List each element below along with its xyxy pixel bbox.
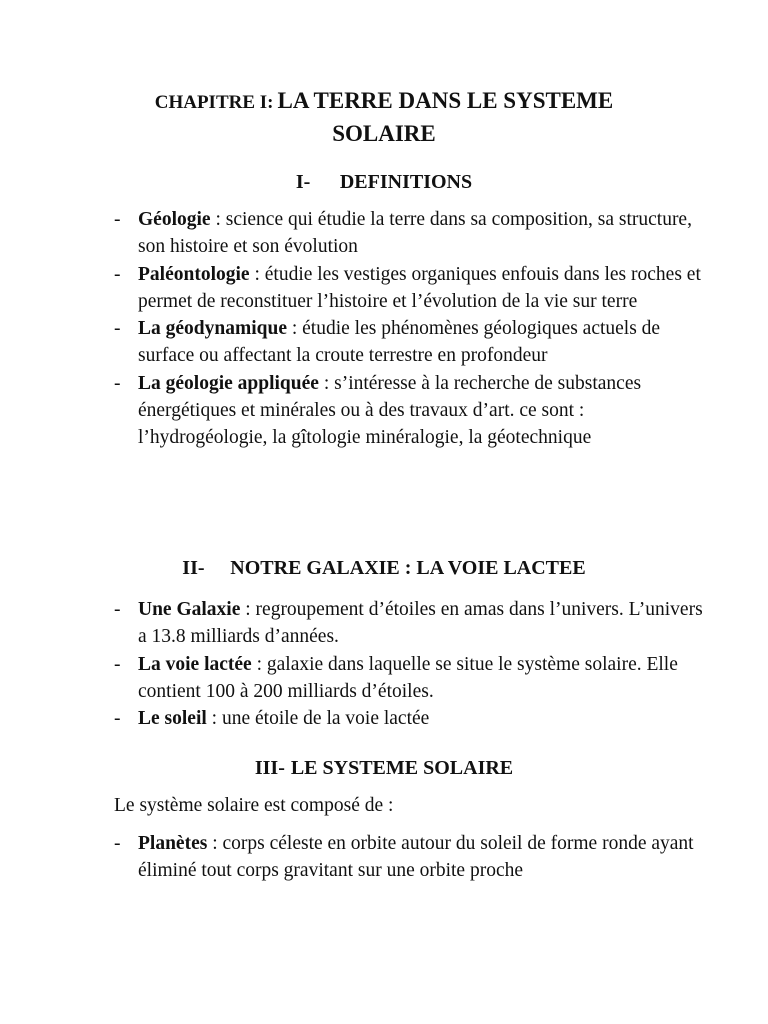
list-item bbox=[114, 651, 714, 706]
item-term: La géodynamique bbox=[138, 318, 287, 340]
list-item bbox=[114, 370, 714, 452]
item-text: : science qui étudie la terre dans sa composition, sa structure, son histoire et son évolution bbox=[138, 209, 692, 258]
bullet-dash: - bbox=[114, 263, 121, 285]
chapter-title-line2: SOLAIRE bbox=[332, 121, 436, 146]
item-text: : corps céleste en orbite autour du soleil de forme ronde ayant éliminé tout corps gravitant sur une orbite proche bbox=[138, 833, 694, 882]
item-term: Le soleil bbox=[138, 708, 207, 730]
item-text: : galaxie dans laquelle se situe le système solaire. Elle contient 100 à 200 milliards d’étoiles. bbox=[138, 653, 678, 702]
bullet-dash: - bbox=[114, 209, 121, 230]
chapter-title-line1: LA TERRE DANS LE SYSTEME bbox=[277, 88, 614, 113]
section-number: I- bbox=[295, 171, 311, 193]
item-text: : une étoile de la voie lactée bbox=[206, 708, 430, 730]
galaxie-list bbox=[114, 596, 714, 732]
definitions-list bbox=[114, 206, 714, 452]
section-heading-galaxie bbox=[0, 556, 768, 580]
item-text: : étudie les vestiges organiques enfouis dans les roches et permet de reconstituer l’histoire et l’évolution de la vie sur terre bbox=[138, 263, 701, 312]
list-item bbox=[114, 206, 714, 261]
list-item bbox=[114, 261, 714, 316]
section-title: LE SYSTEME SOLAIRE bbox=[290, 757, 514, 779]
item-term: Paléontologie bbox=[138, 263, 250, 285]
list-item bbox=[114, 596, 714, 651]
list-item bbox=[114, 705, 714, 732]
bullet-dash: - bbox=[114, 653, 121, 675]
chapter-title bbox=[0, 86, 768, 149]
bullet-dash: - bbox=[114, 372, 121, 394]
section-number: III- bbox=[254, 757, 285, 779]
item-term: Planètes bbox=[138, 833, 208, 854]
section-intro: Le système solaire est composé de : bbox=[114, 795, 394, 816]
section-number: II- bbox=[182, 557, 205, 579]
item-term: La voie lactée bbox=[138, 653, 252, 675]
bullet-dash: - bbox=[114, 599, 121, 620]
chapter-label: CHAPITRE I: bbox=[154, 92, 274, 113]
bullet-dash: - bbox=[114, 833, 121, 854]
bullet-dash: - bbox=[114, 708, 121, 730]
list-item bbox=[114, 830, 714, 885]
bullet-dash: - bbox=[114, 318, 121, 340]
item-text: : s’intéresse à la recherche de substances énergétiques et minérales ou à des travaux d’art. ce sont : l’hydrogéologie, la gîtologie minéralogie, la géotechnique bbox=[138, 372, 642, 449]
section-title: NOTRE GALAXIE : LA VOIE LACTEE bbox=[230, 557, 586, 579]
item-term: Une Galaxie bbox=[138, 599, 241, 620]
item-text: : étudie les phénomènes géologiques actuels de surface ou affectant la croute terrestre en profondeur bbox=[138, 318, 661, 367]
item-term: Géologie bbox=[138, 209, 211, 230]
item-term: La géologie appliquée bbox=[138, 372, 319, 394]
section-heading-definitions bbox=[0, 170, 768, 194]
section-heading-systeme-solaire bbox=[0, 756, 768, 780]
systeme-solaire-list bbox=[114, 830, 714, 885]
list-item bbox=[114, 315, 714, 370]
item-text: : regroupement d’étoiles en amas dans l’univers. L’univers a 13.8 milliards d’années. bbox=[138, 599, 703, 648]
section-title: DEFINITIONS bbox=[339, 171, 473, 193]
